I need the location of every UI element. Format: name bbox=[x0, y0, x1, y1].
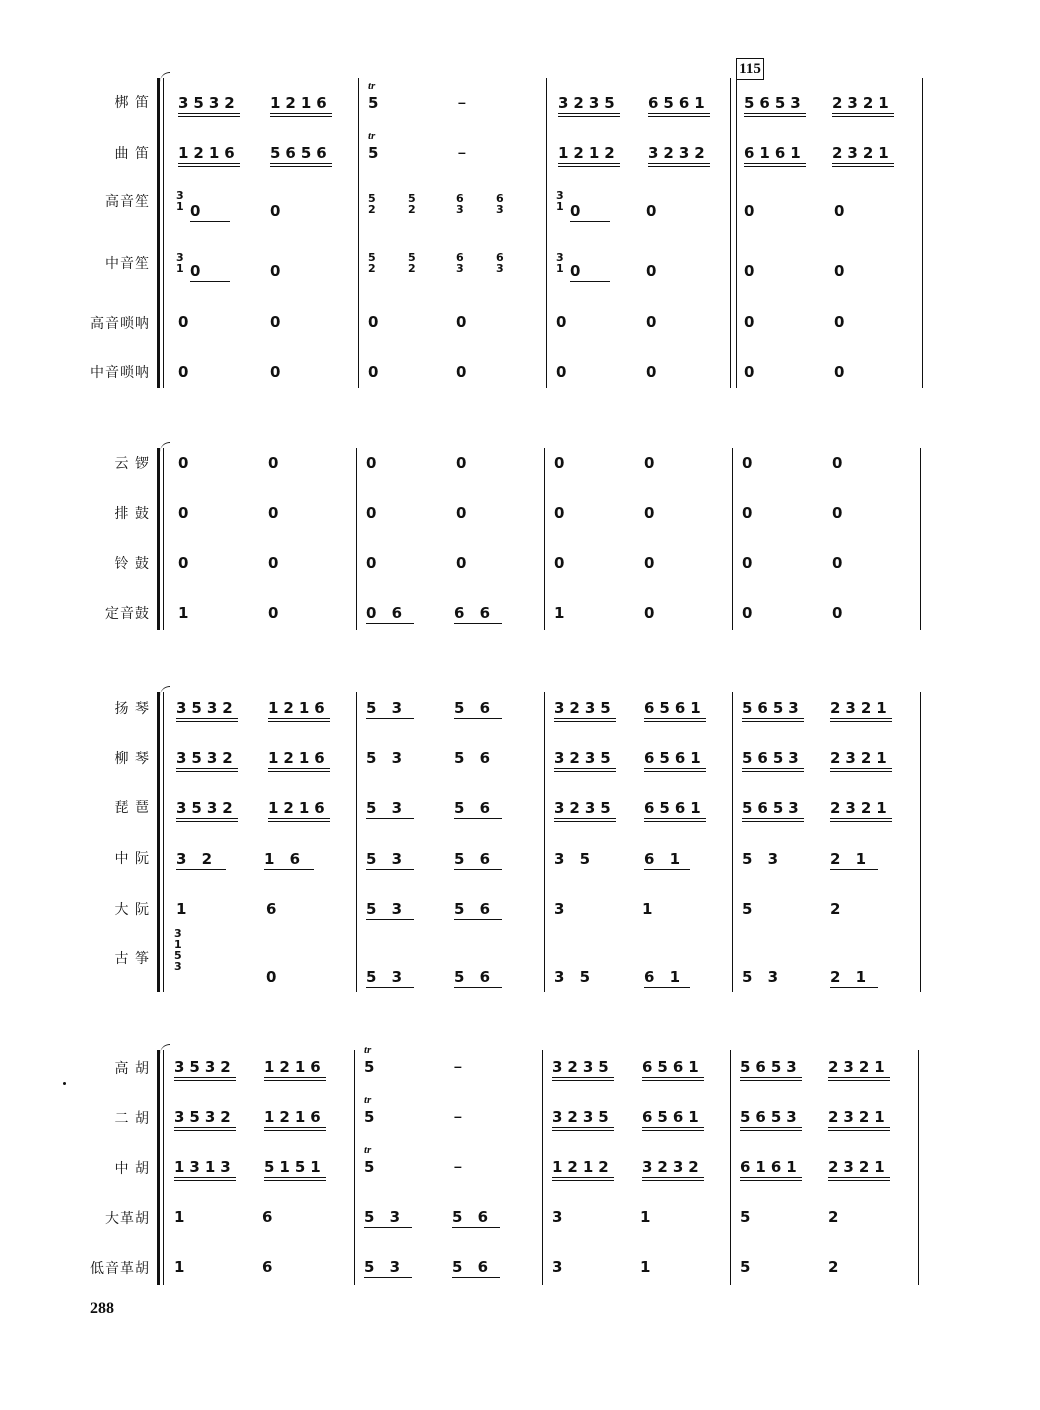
note-group: 5653 bbox=[742, 799, 804, 822]
double-barline bbox=[730, 78, 737, 388]
note-group: 2321 bbox=[828, 1058, 890, 1081]
note-group: 1212 bbox=[558, 144, 620, 167]
note-pair: 5 3 bbox=[364, 1208, 412, 1228]
note-group: 6561 bbox=[642, 1058, 704, 1081]
note: 0 bbox=[268, 554, 284, 572]
plucked-bracket bbox=[157, 692, 167, 992]
chord: 5 2 bbox=[368, 251, 376, 275]
note-group: 2321 bbox=[828, 1158, 890, 1181]
note-group: 2321 bbox=[830, 749, 892, 772]
chord: 5 2 bbox=[408, 251, 416, 275]
chord: 6 3 bbox=[456, 251, 464, 275]
chord: 5 2 bbox=[408, 192, 416, 216]
label-zhongyinsuona: 中音唢呐 bbox=[90, 365, 150, 381]
note-group: 3232 bbox=[648, 144, 710, 167]
note: 0 bbox=[268, 454, 284, 472]
label-diyingehu: 低音革胡 bbox=[90, 1261, 150, 1277]
note-pair: 5 3 bbox=[742, 968, 784, 986]
percussion-bracket bbox=[157, 448, 167, 630]
page-number: 288 bbox=[90, 1300, 114, 1317]
note-pair: 1 6 bbox=[264, 850, 314, 870]
chord: 3 1 5 3 bbox=[174, 927, 182, 973]
note-pair: 5 3 bbox=[366, 850, 414, 870]
note: 0 bbox=[366, 554, 382, 572]
note: 3 bbox=[552, 1258, 568, 1276]
note: 0 bbox=[268, 604, 284, 622]
stray-mark bbox=[63, 1082, 66, 1085]
note-group: 3532 bbox=[176, 699, 238, 722]
note: 0 bbox=[832, 454, 848, 472]
note: 5 bbox=[742, 900, 758, 918]
trill-mark: tr bbox=[368, 130, 376, 142]
note-group: 3532 bbox=[176, 749, 238, 772]
note-pair: 6 1 bbox=[644, 850, 690, 870]
barline bbox=[358, 78, 359, 388]
note: 5 bbox=[364, 1108, 380, 1126]
trill-mark: tr bbox=[364, 1094, 372, 1106]
note: 0 bbox=[834, 202, 850, 220]
note-pair: 5 3 bbox=[364, 1258, 412, 1278]
note: 0 bbox=[456, 454, 472, 472]
note-group: 1216 bbox=[264, 1058, 326, 1081]
bracket-hook bbox=[160, 72, 170, 83]
note-pair: 5 3 bbox=[366, 749, 408, 767]
note: 5 bbox=[740, 1208, 756, 1226]
note-group: 6161 bbox=[744, 144, 806, 167]
note: 0 bbox=[554, 454, 570, 472]
label-zhongyinsheng: 中音笙 bbox=[105, 256, 150, 272]
note-group: 1216 bbox=[268, 799, 330, 822]
note-group: 3532 bbox=[174, 1058, 236, 1081]
barline bbox=[356, 692, 357, 992]
note: 0 bbox=[742, 554, 758, 572]
note-group: 1216 bbox=[270, 94, 332, 117]
note-pair: 5 6 bbox=[454, 900, 502, 920]
note: 1 bbox=[554, 604, 570, 622]
note-pair: 3 5 bbox=[554, 850, 596, 868]
note: 1 bbox=[178, 604, 194, 622]
dash: – bbox=[458, 94, 466, 110]
note: 0 bbox=[744, 202, 760, 220]
barline bbox=[544, 448, 545, 630]
label-qudi: 曲 笛 bbox=[114, 146, 150, 162]
dash: – bbox=[458, 144, 466, 160]
note: 0 bbox=[644, 504, 660, 522]
label-liuqin: 柳 琴 bbox=[114, 751, 150, 767]
note-group: 5656 bbox=[270, 144, 332, 167]
note-group: 6161 bbox=[740, 1158, 802, 1181]
note-group: 3235 bbox=[554, 799, 616, 822]
note: 0 bbox=[742, 604, 758, 622]
note: 2 bbox=[830, 900, 846, 918]
note: 0 bbox=[644, 454, 660, 472]
note-pair: 5 3 bbox=[366, 900, 414, 920]
note-group: 3235 bbox=[552, 1108, 614, 1131]
barline bbox=[730, 1050, 731, 1285]
note: 0 bbox=[646, 262, 662, 280]
note-pair: 6 6 bbox=[454, 604, 502, 624]
note: 0 bbox=[646, 202, 662, 220]
label-gaoyinsuona: 高音唢呐 bbox=[90, 316, 150, 332]
note: 5 bbox=[368, 144, 384, 162]
note: 0 bbox=[744, 262, 760, 280]
barline bbox=[546, 78, 547, 388]
note-group: 3232 bbox=[642, 1158, 704, 1181]
barline bbox=[354, 1050, 355, 1285]
note-group: 3235 bbox=[554, 699, 616, 722]
note: 0 bbox=[834, 262, 850, 280]
note-group: 2321 bbox=[830, 799, 892, 822]
note-group: 1216 bbox=[268, 749, 330, 772]
label-erhu: 二 胡 bbox=[114, 1111, 150, 1127]
note: 0 bbox=[270, 363, 286, 381]
note-pair: 5 3 bbox=[366, 699, 414, 719]
bowed-bracket bbox=[157, 1050, 167, 1285]
note-group: 3235 bbox=[558, 94, 620, 117]
note-group: 2321 bbox=[832, 144, 894, 167]
note: 3 bbox=[552, 1208, 568, 1226]
dash: – bbox=[454, 1158, 462, 1174]
barline bbox=[356, 448, 357, 630]
note: 0 bbox=[368, 363, 384, 381]
note: 2 bbox=[828, 1258, 844, 1276]
note: 0 bbox=[834, 363, 850, 381]
note: 0 bbox=[554, 504, 570, 522]
note: 0 bbox=[368, 313, 384, 331]
note: 1 bbox=[640, 1208, 656, 1226]
note: 0 bbox=[190, 262, 230, 282]
note: 0 bbox=[366, 504, 382, 522]
barline bbox=[920, 448, 921, 630]
note: 6 bbox=[266, 900, 282, 918]
note-pair: 6 1 bbox=[644, 968, 690, 988]
note: 0 bbox=[834, 313, 850, 331]
note: 0 bbox=[178, 504, 194, 522]
note: 0 bbox=[644, 554, 660, 572]
chord: 3 1 bbox=[176, 251, 184, 275]
note: 0 bbox=[832, 604, 848, 622]
note-group: 3235 bbox=[552, 1058, 614, 1081]
note: 1 bbox=[174, 1208, 190, 1226]
barline bbox=[732, 692, 733, 992]
barline bbox=[544, 692, 545, 992]
note: 0 bbox=[190, 202, 230, 222]
note-group: 5151 bbox=[264, 1158, 326, 1181]
note: 0 bbox=[646, 363, 662, 381]
note: 0 bbox=[270, 262, 286, 280]
note: 0 bbox=[744, 313, 760, 331]
barline bbox=[732, 448, 733, 630]
note-group: 1216 bbox=[268, 699, 330, 722]
note-group: 6561 bbox=[644, 699, 706, 722]
note-group: 5653 bbox=[744, 94, 806, 117]
barline bbox=[922, 78, 923, 388]
note: 0 bbox=[270, 313, 286, 331]
chord: 6 3 bbox=[496, 251, 504, 275]
bracket-hook bbox=[160, 686, 170, 697]
note-pair: 5 6 bbox=[454, 749, 496, 767]
label-gaoyinsheng: 高音笙 bbox=[105, 194, 150, 210]
note-pair: 2 1 bbox=[830, 968, 878, 988]
dash: – bbox=[454, 1058, 462, 1074]
chord: 3 1 bbox=[176, 189, 184, 213]
note: 0 bbox=[832, 554, 848, 572]
note-pair: 3 2 bbox=[176, 850, 226, 870]
label-gaohu: 高 胡 bbox=[114, 1061, 150, 1077]
dash: – bbox=[454, 1108, 462, 1124]
note: 1 bbox=[640, 1258, 656, 1276]
note-pair: 5 3 bbox=[742, 850, 784, 868]
note: 5 bbox=[740, 1258, 756, 1276]
note: 3 bbox=[554, 900, 570, 918]
chord: 6 3 bbox=[456, 192, 464, 216]
label-guzheng: 古 筝 bbox=[114, 951, 150, 967]
label-liudi: 梆 笛 bbox=[114, 95, 150, 111]
note-pair: 5 6 bbox=[454, 850, 502, 870]
label-pipa: 琵 琶 bbox=[114, 800, 150, 816]
note: 0 bbox=[742, 454, 758, 472]
barline bbox=[918, 1050, 919, 1285]
note-pair: 5 3 bbox=[366, 799, 414, 819]
note-group: 5653 bbox=[742, 749, 804, 772]
bracket-hook bbox=[160, 442, 170, 453]
note-group: 6561 bbox=[644, 749, 706, 772]
note: 0 bbox=[646, 313, 662, 331]
note: 1 bbox=[176, 900, 192, 918]
note: 5 bbox=[368, 94, 384, 112]
note: 6 bbox=[262, 1258, 278, 1276]
trill-mark: tr bbox=[364, 1144, 372, 1156]
note-group: 6561 bbox=[644, 799, 706, 822]
label-paigu: 排 鼓 bbox=[114, 506, 150, 522]
wind-bracket bbox=[157, 78, 167, 388]
barline bbox=[920, 692, 921, 992]
label-yangqin: 扬 琴 bbox=[114, 701, 150, 717]
note: 0 bbox=[266, 968, 282, 986]
note-group: 3235 bbox=[554, 749, 616, 772]
note-pair: 5 6 bbox=[452, 1208, 500, 1228]
note: 0 bbox=[744, 363, 760, 381]
note: 0 bbox=[268, 504, 284, 522]
note: 0 bbox=[366, 454, 382, 472]
note-group: 2321 bbox=[828, 1108, 890, 1131]
note: 0 bbox=[178, 554, 194, 572]
note-group: 3532 bbox=[174, 1108, 236, 1131]
trill-mark: tr bbox=[368, 80, 376, 92]
note-pair: 3 5 bbox=[554, 968, 596, 986]
note-group: 3532 bbox=[176, 799, 238, 822]
label-yunluo: 云 锣 bbox=[114, 456, 150, 472]
note: 5 bbox=[364, 1158, 380, 1176]
note-pair: 5 6 bbox=[452, 1258, 500, 1278]
note-group: 6561 bbox=[648, 94, 710, 117]
note: 0 bbox=[270, 202, 286, 220]
note: 5 bbox=[364, 1058, 380, 1076]
note: 0 bbox=[742, 504, 758, 522]
note: 0 bbox=[554, 554, 570, 572]
note: 0 bbox=[556, 363, 572, 381]
note: 0 bbox=[570, 202, 610, 222]
note-group: 3532 bbox=[178, 94, 240, 117]
chord: 3 1 bbox=[556, 189, 564, 213]
note-group: 5653 bbox=[740, 1108, 802, 1131]
label-dagehu: 大革胡 bbox=[105, 1211, 150, 1227]
label-zhongruan: 中 阮 bbox=[114, 851, 150, 867]
label-linggu: 铃 鼓 bbox=[114, 556, 150, 572]
note: 0 bbox=[456, 363, 472, 381]
note-group: 1216 bbox=[264, 1108, 326, 1131]
note-group: 2321 bbox=[832, 94, 894, 117]
note: 0 bbox=[178, 313, 194, 331]
note: 0 bbox=[178, 454, 194, 472]
note-group: 1212 bbox=[552, 1158, 614, 1181]
label-zhonghu: 中 胡 bbox=[114, 1161, 150, 1177]
note: 2 bbox=[828, 1208, 844, 1226]
note: 0 bbox=[456, 554, 472, 572]
note-group: 5653 bbox=[742, 699, 804, 722]
chord: 3 1 bbox=[556, 251, 564, 275]
note-group: 5653 bbox=[740, 1058, 802, 1081]
note: 6 bbox=[262, 1208, 278, 1226]
chord: 6 3 bbox=[496, 192, 504, 216]
note-pair: 5 3 bbox=[366, 968, 414, 988]
label-dingyingu: 定音鼓 bbox=[105, 606, 150, 622]
note: 0 bbox=[570, 262, 610, 282]
trill-mark: tr bbox=[364, 1044, 372, 1056]
note: 0 bbox=[832, 504, 848, 522]
note-group: 6561 bbox=[642, 1108, 704, 1131]
note-pair: 2 1 bbox=[830, 850, 878, 870]
note: 0 bbox=[456, 313, 472, 331]
note-pair: 5 6 bbox=[454, 699, 502, 719]
chord: 5 2 bbox=[368, 192, 376, 216]
rehearsal-mark: 115 bbox=[736, 58, 764, 80]
note: 1 bbox=[642, 900, 658, 918]
note: 0 bbox=[178, 363, 194, 381]
note-group: 2321 bbox=[830, 699, 892, 722]
label-daruan: 大 阮 bbox=[114, 902, 150, 918]
note-group: 1216 bbox=[178, 144, 240, 167]
note-pair: 0 6 bbox=[366, 604, 414, 624]
note: 1 bbox=[174, 1258, 190, 1276]
barline bbox=[542, 1050, 543, 1285]
note-group: 1313 bbox=[174, 1158, 236, 1181]
note-pair: 5 6 bbox=[454, 968, 502, 988]
note: 0 bbox=[456, 504, 472, 522]
note-pair: 5 6 bbox=[454, 799, 502, 819]
note: 0 bbox=[644, 604, 660, 622]
bracket-hook bbox=[160, 1044, 170, 1055]
note: 0 bbox=[556, 313, 572, 331]
